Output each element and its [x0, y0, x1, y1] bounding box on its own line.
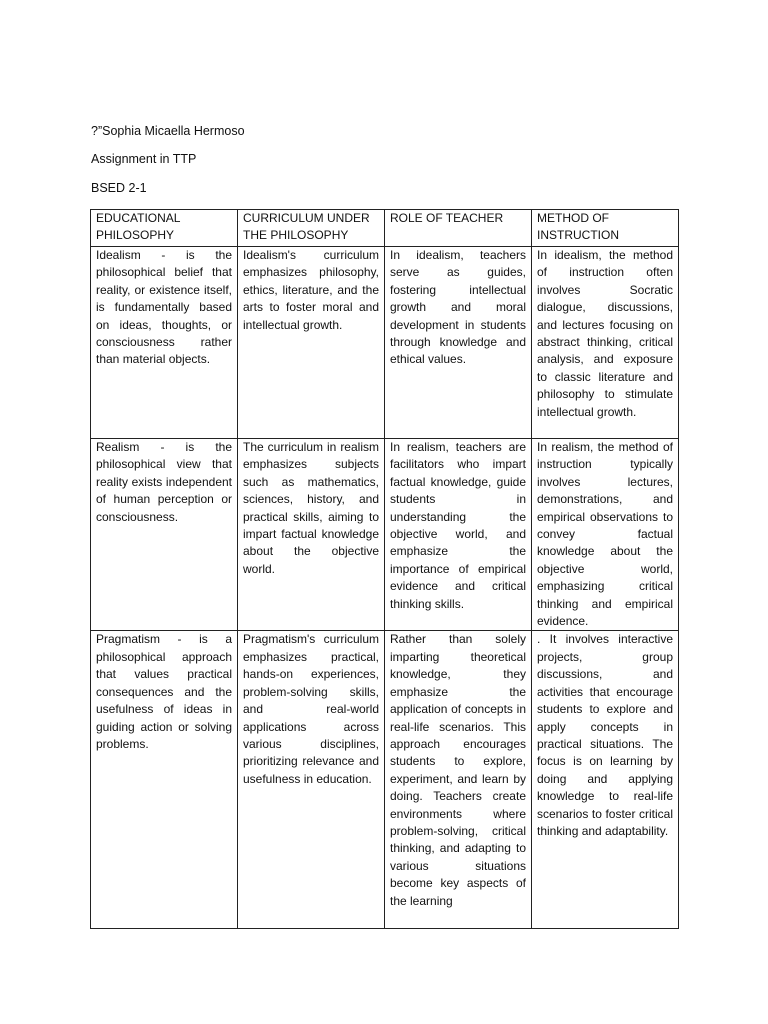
cell-text: In idealism, the method of instruction often involves Socratic dialogue, discussions, and lectures focusing on abstract thinking, critical analysis, and exposure to classic literature and philosophy to stimulate intellectual growth.	[537, 248, 673, 419]
section-label: BSED 2-1	[91, 181, 147, 195]
cell-text: In idealism, teachers serve as guides, fostering intellectual growth and moral development in students through knowledge and ethical values.	[390, 248, 526, 367]
table-cell	[532, 439, 679, 631]
table-cell	[238, 631, 385, 929]
cell-text: In realism, teachers are facilitators who impart factual knowledge, guide students in understanding the objective world, and emphasize the importance of empirical evidence and critical thinking skills.	[390, 440, 526, 611]
column-header-method-of-instruction: METHOD OF INSTRUCTION	[532, 210, 679, 247]
table-row-pragmatism	[91, 631, 679, 929]
table-cell	[532, 247, 679, 439]
philosophy-table	[90, 209, 679, 929]
table-cell	[385, 439, 532, 631]
table-header-row	[91, 210, 679, 247]
table-cell	[91, 247, 238, 439]
cell-text: In realism, the method of instruction typically involves lectures, demonstrations, and empirical observations to convey factual knowledge about the objective world, emphasizing critical thinking and empirical evidence.	[537, 440, 673, 629]
cell-text: Idealism - is the philosophical belief that reality, or existence itself, is fundamentally based on ideas, thoughts, or consciousness rather than material objects.	[96, 248, 232, 367]
column-header-role-of-teacher: ROLE OF TEACHER	[385, 210, 532, 247]
table-cell	[385, 631, 532, 929]
cell-text: Pragmatism - is a philosophical approach that values practical consequences and the usefulness of ideas in guiding action or solving problems.	[96, 632, 232, 751]
table-cell	[532, 631, 679, 929]
cell-text: Idealism's curriculum emphasizes philosophy, ethics, literature, and the arts to foster moral and intellectual growth.	[243, 248, 379, 332]
table-cell	[238, 247, 385, 439]
column-header-curriculum: CURRICULUM UNDER THE PHILOSOPHY	[238, 210, 385, 247]
table-cell	[91, 631, 238, 929]
assignment-title: Assignment in TTP	[91, 152, 197, 166]
table-cell	[238, 439, 385, 631]
column-header-educational-philosophy: EDUCATIONAL PHILOSOPHY	[91, 210, 238, 247]
table-cell	[385, 247, 532, 439]
table-cell	[91, 439, 238, 631]
cell-text: Rather than solely imparting theoretical knowledge, they emphasize the application of concepts in real-life scenarios. This approach encourages students to explore, experiment, and learn by doing. Teachers create environments where problem-solving, critical thinking, and adapting to various situations become key aspects of the learning	[390, 632, 526, 908]
cell-text: Realism - is the philosophical view that reality exists independent of human perception or consciousness.	[96, 440, 232, 524]
cell-text: Pragmatism's curriculum emphasizes practical, hands-on experiences, problem-solving skills, and real-world applications across various disciplines, prioritizing relevance and usefulness in education.	[243, 632, 379, 786]
cell-text: . It involves interactive projects, group discussions, and activities that encourage students to explore and apply concepts in practical situations. The focus is on learning by doing and applying knowledge to real-life scenarios to foster critical thinking and adaptability.	[537, 632, 673, 838]
table-row-realism	[91, 439, 679, 631]
cell-text: The curriculum in realism emphasizes subjects such as mathematics, sciences, history, and practical skills, aiming to impart factual knowledge about the objective world.	[243, 440, 379, 576]
author-name: ?”Sophia Micaella Hermoso	[91, 124, 245, 138]
table-row-idealism	[91, 247, 679, 439]
